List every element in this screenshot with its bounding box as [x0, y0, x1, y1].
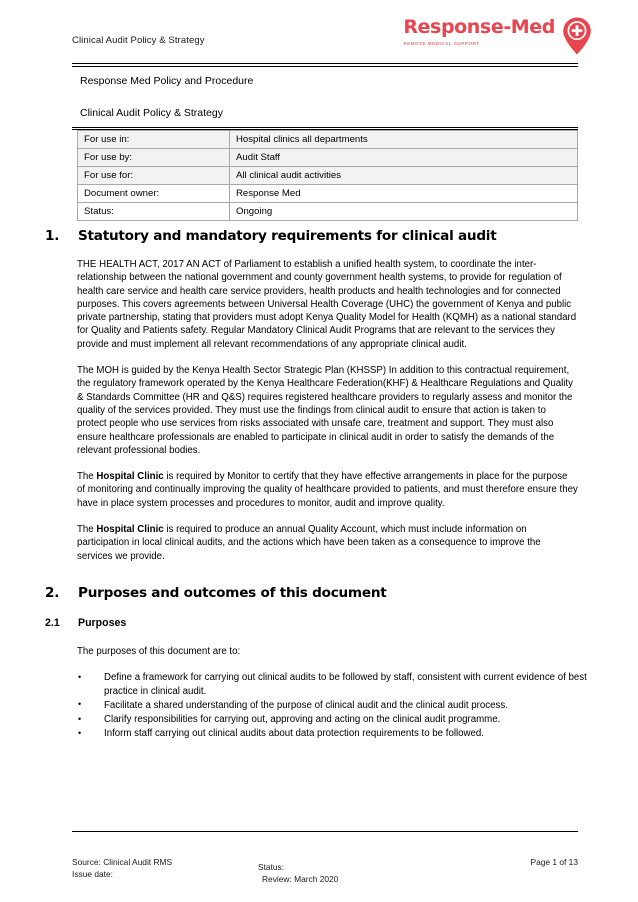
section-1-paragraph-2: The MOH is guided by the Kenya Health Sector Strategic Plan (KHSSP) In addition to this contractual requirement, the regulatory framework operated by the Kenya Healthcare Federation(KHF) & Healthcare Regulations and Quality & Standards Committee (HR and Q&S) requires registered healthcare providers to regularly assess and monitor the quality of the services provided. They must use the findings from clinical audit to ensure that action is taken to protect people who use services from risks associated with unsafe care, treatment and support. They must also ensure healthcare professionals are enabled to participate in clinical audit in order to satisfy the demands of the relevant professional bodies.	[77, 365, 573, 456]
footer-separator-rule	[72, 831, 578, 832]
map-pin-cross-icon	[561, 16, 593, 56]
section-2-title: Purposes and outcomes of this document	[78, 584, 387, 601]
footer-review: Review: March 2020	[262, 873, 339, 884]
p3-prefix: The	[77, 471, 97, 483]
section-2-heading	[0, 585, 638, 601]
table-row	[78, 149, 578, 167]
section-2-1-heading	[0, 617, 638, 629]
document-subtitle-line: Clinical Audit Policy & Strategy	[80, 106, 223, 119]
table-cell-value: Hospital clinics all departments	[230, 131, 578, 149]
list-item: • Clarify responsibilities for carrying out, approving and acting on the clinical audit programme.	[77, 713, 593, 726]
document-title-band	[72, 63, 578, 130]
purposes-bullet-list	[0, 671, 638, 740]
policy-title-line: Response Med Policy and Procedure	[80, 74, 254, 87]
table-cell-value: All clinical audit activities	[230, 167, 578, 185]
footer-source: Source: Clinical Audit RMS	[72, 857, 173, 867]
table-cell-value: Response Med	[230, 185, 578, 203]
section-1-paragraph-1: THE HEALTH ACT, 2017 AN ACT of Parliament to establish a unified health system, to coordinate the inter-relationship between the national government and county government health systems, to provide for regulation of health care service and health care service providers, health products and health technologies and for connected purposes. This covers agreements between Universal Health Coverage (UHC) the government of Kenya and public private partnership, stating that providers must adopt Kenya Quality Model for Health (KQMH) as a national standard for Quality and Patients safety. Regular Mandatory Clinical Audit Programs that are relevant to the services they provide and must implement all relevant recommendations of any appropriate clinical audit.	[77, 259, 577, 350]
footer-page-number: Page 1 of 13	[530, 857, 578, 867]
running-header-title: Clinical Audit Policy & Strategy	[72, 35, 205, 46]
section-2-number: 2.	[45, 584, 60, 601]
p4-suffix: is required to produce an annual Quality Account, which must include information on participation in local clinical audits, and the actions which have been taken as a consequence to improve the services we provide.	[77, 524, 541, 562]
table-row	[78, 185, 578, 203]
footer-status: Status:	[258, 862, 285, 872]
section-1-paragraph-4	[0, 523, 638, 563]
table-cell-label: Document owner:	[78, 185, 230, 203]
section-2-1-number: 2.1	[45, 616, 60, 629]
table-cell-label: For use in:	[78, 131, 230, 149]
table-cell-value: Audit Staff	[230, 149, 578, 167]
section-1-heading	[0, 228, 638, 244]
section-1-number: 1.	[45, 228, 60, 244]
p3-suffix: is required by Monitor to certify that they have effective arrangements in place for the purpose of monitoring and continually improving the quality of healthcare provided to patients, and must therefore ensure they have in place system processes and procedures to monitor, audit and improve quality.	[77, 471, 578, 509]
document-info-table	[77, 130, 578, 221]
table-cell-label: Status:	[78, 203, 230, 221]
section-2-1-title: Purposes	[78, 616, 127, 629]
footer-center-block	[258, 862, 338, 885]
document-body	[0, 228, 638, 742]
logo-tagline: REMOTE MEDICAL SUPPORT	[403, 41, 480, 46]
list-item: • Define a framework for carrying out clinical audits to be followed by staff, consistent with current evidence of best practice in clinical audit.	[77, 671, 593, 698]
purposes-intro: The purposes of this document are to:	[77, 645, 241, 657]
logo-wordmark: Response-Med	[403, 16, 555, 38]
footer-left-block	[72, 857, 172, 880]
list-item: • Facilitate a shared understanding of the purpose of clinical audit and the clinical audit process.	[77, 699, 593, 712]
p4-emphasis: Hospital Clinic	[96, 524, 164, 536]
section-1-title: Statutory and mandatory requirements for clinical audit	[78, 228, 497, 244]
logo-text-group	[403, 16, 555, 46]
table-cell-value: Ongoing	[230, 203, 578, 221]
table-cell-label: For use for:	[78, 167, 230, 185]
p4-prefix: The	[77, 524, 97, 536]
table-row	[78, 167, 578, 185]
table-cell-label: For use by:	[78, 149, 230, 167]
brand-logo	[403, 16, 593, 56]
p3-emphasis: Hospital Clinic	[96, 471, 164, 483]
list-item: • Inform staff carrying out clinical audits about data protection requirements to be followed.	[77, 727, 593, 740]
section-1-paragraph-3	[0, 470, 638, 510]
footer-issue-date: Issue date:	[72, 868, 113, 879]
table-row	[78, 131, 578, 149]
table-row	[78, 203, 578, 221]
page-header	[0, 0, 638, 62]
